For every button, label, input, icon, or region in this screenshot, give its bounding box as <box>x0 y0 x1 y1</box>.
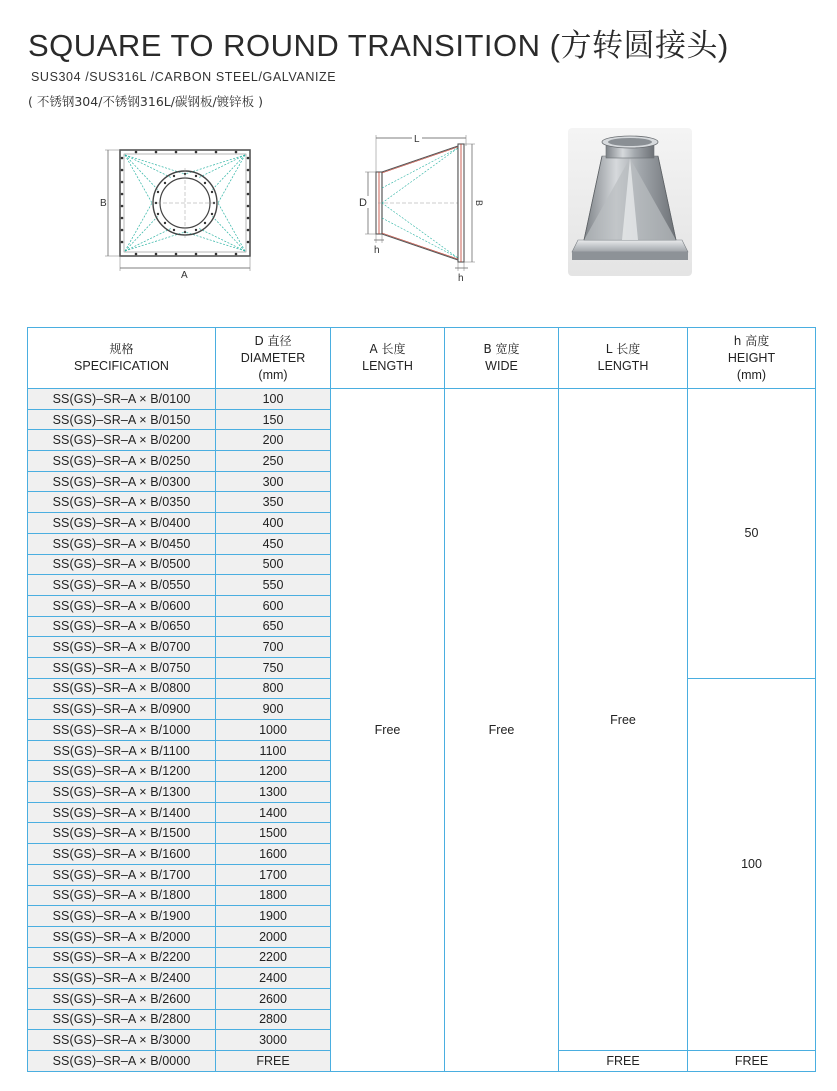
diameter-cell: 2800 <box>216 1009 331 1030</box>
diameter-cell: FREE <box>216 1051 331 1072</box>
diameter-cell: 450 <box>216 533 331 554</box>
height-free-cell: FREE <box>688 1051 816 1072</box>
diameter-cell: 2200 <box>216 947 331 968</box>
spec-cell: SS(GS)–SR–A × B/0500 <box>28 554 216 575</box>
dimension-l-label: L <box>414 134 420 145</box>
dimension-h-label-flange: h <box>458 273 464 284</box>
height-cell-large: 100 <box>688 678 816 1050</box>
spec-cell: SS(GS)–SR–A × B/1900 <box>28 906 216 927</box>
spec-cell: SS(GS)–SR–A × B/2600 <box>28 988 216 1009</box>
diameter-cell: 600 <box>216 595 331 616</box>
a-length-cell: Free <box>331 389 445 1072</box>
table-header-row <box>28 328 816 389</box>
diameter-cell: 300 <box>216 471 331 492</box>
product-photo <box>568 128 692 276</box>
spec-cell: SS(GS)–SR–A × B/0250 <box>28 451 216 472</box>
diameter-cell: 1500 <box>216 823 331 844</box>
spec-cell: SS(GS)–SR–A × B/0800 <box>28 678 216 699</box>
diameter-cell: 1900 <box>216 906 331 927</box>
spec-cell: SS(GS)–SR–A × B/0450 <box>28 533 216 554</box>
l-length-free-cell: FREE <box>559 1051 688 1072</box>
height-cell-small: 50 <box>688 389 816 679</box>
spec-cell: SS(GS)–SR–A × B/0000 <box>28 1051 216 1072</box>
materials-chinese: ( 不锈钢304/不锈钢316L/碳钢板/镀锌板 ) <box>28 94 264 109</box>
spec-cell: SS(GS)–SR–A × B/1800 <box>28 885 216 906</box>
spec-cell: SS(GS)–SR–A × B/0400 <box>28 513 216 534</box>
spec-cell: SS(GS)–SR–A × B/0550 <box>28 575 216 596</box>
diameter-cell: 150 <box>216 409 331 430</box>
spec-cell: SS(GS)–SR–A × B/0150 <box>28 409 216 430</box>
spec-cell: SS(GS)–SR–A × B/0900 <box>28 699 216 720</box>
spec-cell: SS(GS)–SR–A × B/1500 <box>28 823 216 844</box>
dimension-b-label: B <box>100 198 107 209</box>
diameter-cell: 350 <box>216 492 331 513</box>
page-title: SQUARE TO ROUND TRANSITION (方转圆接头) <box>28 28 729 63</box>
header-height: h 高度 HEIGHT (mm) <box>688 328 816 389</box>
spec-cell: SS(GS)–SR–A × B/0750 <box>28 657 216 678</box>
diameter-cell: 1400 <box>216 802 331 823</box>
diameter-cell: 1700 <box>216 864 331 885</box>
header-l-length: L 长度 LENGTH <box>559 328 688 389</box>
diameter-cell: 1000 <box>216 720 331 741</box>
dimension-a-label: A <box>181 270 188 281</box>
spec-cell: SS(GS)–SR–A × B/1600 <box>28 844 216 865</box>
spec-cell: SS(GS)–SR–A × B/1200 <box>28 761 216 782</box>
header-diameter: D 直径 DIAMETER (mm) <box>216 328 331 389</box>
spec-cell: SS(GS)–SR–A × B/0300 <box>28 471 216 492</box>
diameter-cell: 2400 <box>216 968 331 989</box>
diameter-cell: 2600 <box>216 988 331 1009</box>
spec-cell: SS(GS)–SR–A × B/0650 <box>28 616 216 637</box>
spec-cell: SS(GS)–SR–A × B/3000 <box>28 1030 216 1051</box>
spec-cell: SS(GS)–SR–A × B/1000 <box>28 720 216 741</box>
diameter-cell: 1800 <box>216 885 331 906</box>
diameter-cell: 200 <box>216 430 331 451</box>
spec-cell: SS(GS)–SR–A × B/2800 <box>28 1009 216 1030</box>
dimension-b-side-label: B <box>474 200 484 207</box>
diameter-cell: 550 <box>216 575 331 596</box>
header-specification: 规格 SPECIFICATION <box>28 328 216 389</box>
diameter-cell: 250 <box>216 451 331 472</box>
diameter-cell: 500 <box>216 554 331 575</box>
spec-cell: SS(GS)–SR–A × B/1100 <box>28 740 216 761</box>
side-view-drawing <box>348 128 498 288</box>
table-row <box>28 389 816 410</box>
spec-cell: SS(GS)–SR–A × B/2000 <box>28 926 216 947</box>
diameter-cell: 1100 <box>216 740 331 761</box>
spec-cell: SS(GS)–SR–A × B/1700 <box>28 864 216 885</box>
spec-cell: SS(GS)–SR–A × B/2400 <box>28 968 216 989</box>
specification-table <box>27 327 816 1072</box>
diameter-cell: 650 <box>216 616 331 637</box>
materials-english: SUS304 /SUS316L /CARBON STEEL/GALVANIZE <box>31 70 337 84</box>
spec-cell: SS(GS)–SR–A × B/2200 <box>28 947 216 968</box>
front-view-drawing <box>96 140 266 282</box>
diameter-cell: 100 <box>216 389 331 410</box>
diameter-cell: 400 <box>216 513 331 534</box>
spec-cell: SS(GS)–SR–A × B/1300 <box>28 782 216 803</box>
spec-cell: SS(GS)–SR–A × B/0200 <box>28 430 216 451</box>
spec-cell: SS(GS)–SR–A × B/0350 <box>28 492 216 513</box>
table-body <box>28 389 816 1072</box>
b-wide-cell: Free <box>445 389 559 1072</box>
spec-cell: SS(GS)–SR–A × B/0600 <box>28 595 216 616</box>
diameter-cell: 1200 <box>216 761 331 782</box>
diameter-cell: 750 <box>216 657 331 678</box>
diameter-cell: 900 <box>216 699 331 720</box>
header-a-length: A 长度 LENGTH <box>331 328 445 389</box>
spec-cell: SS(GS)–SR–A × B/0700 <box>28 637 216 658</box>
diameter-cell: 1600 <box>216 844 331 865</box>
diameter-cell: 800 <box>216 678 331 699</box>
diameter-cell: 1300 <box>216 782 331 803</box>
l-length-cell: Free <box>559 389 688 1051</box>
dimension-h-label-collar: h <box>374 245 380 256</box>
spec-cell: SS(GS)–SR–A × B/0100 <box>28 389 216 410</box>
header-b-wide: B 宽度 WIDE <box>445 328 559 389</box>
spec-cell: SS(GS)–SR–A × B/1400 <box>28 802 216 823</box>
diameter-cell: 2000 <box>216 926 331 947</box>
dimension-d-label: D <box>359 197 367 209</box>
diameter-cell: 3000 <box>216 1030 331 1051</box>
diameter-cell: 700 <box>216 637 331 658</box>
